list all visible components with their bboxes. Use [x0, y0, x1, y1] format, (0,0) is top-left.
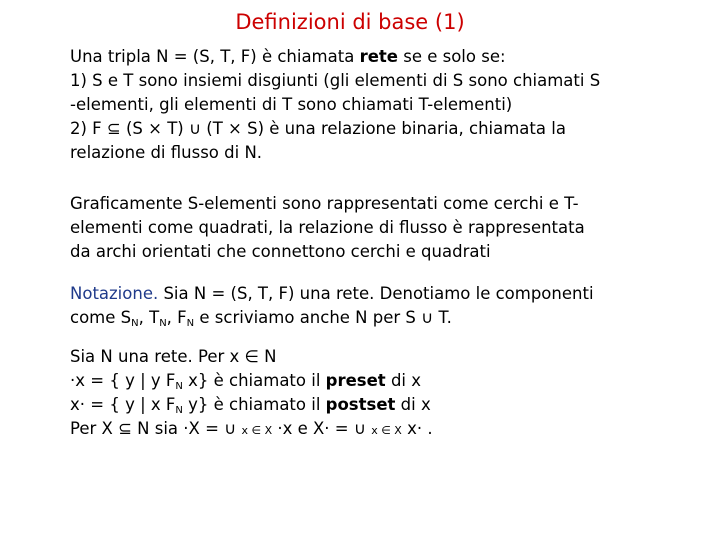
postset-line	[70, 393, 680, 417]
graphics-line-2: elementi come quadrati, la relazione di flusso è rappresentata	[70, 218, 585, 237]
postset-line-c: di x	[395, 395, 431, 414]
notation-line-1-rest: Sia N = (S, T, F) una rete. Denotiamo le componenti	[158, 284, 594, 303]
definition-line-5: relazione di flusso di N.	[70, 143, 263, 162]
subscript-n-s: N	[131, 318, 139, 329]
subscript-n-f: N	[186, 318, 195, 329]
notation-line-2-c: , F	[166, 308, 187, 327]
subscript-n-preset: N	[175, 381, 183, 392]
notation-line-1	[70, 282, 680, 306]
definition-line-1	[70, 45, 680, 69]
notation-line-2-d: e scriviamo anche N per S ∪ T.	[194, 308, 452, 327]
definition-line-2: 1) S e T sono insiemi disgiunti (gli elementi di S sono chiamati S	[70, 71, 601, 90]
notation-line-2-b: , T	[138, 308, 160, 327]
set-extension-line	[70, 417, 680, 441]
notation-block	[70, 282, 680, 330]
set-extension-c: x· .	[401, 419, 433, 438]
preset-line-a: ·x = { y | y F	[70, 371, 176, 390]
definition-block	[70, 45, 680, 165]
definition-line-3: -elementi, gli elementi di T sono chiamati T-elementi)	[70, 95, 513, 114]
definition-line-4: 2) F ⊆ (S × T) ∪ (T × S) è una relazione binaria, chiamata la	[70, 119, 566, 138]
postset-line-a: x· = { y | x F	[70, 395, 176, 414]
term-rete: rete	[359, 47, 398, 66]
graphics-block	[70, 192, 680, 264]
term-preset: preset	[325, 371, 386, 390]
slide-title: Definizioni di base (1)	[235, 10, 465, 34]
union-index-2: x ∈ X	[371, 424, 402, 437]
graphics-line-1: Graficamente S-elementi sono rappresentati come cerchi e T-	[70, 194, 579, 213]
set-extension-b: ·x e X· = ∪	[272, 419, 372, 438]
set-extension-a: Per X ⊆ N sia ·X = ∪	[70, 419, 242, 438]
preset-line-b: x} è chiamato il	[182, 371, 326, 390]
preset-line	[70, 369, 680, 393]
term-postset: postset	[325, 395, 396, 414]
graphics-line-3: da archi orientati che connettono cerchi e quadrati	[70, 242, 491, 261]
preset-line-c: di x	[385, 371, 422, 390]
subscript-n-t: N	[159, 318, 167, 329]
notation-line-2	[70, 306, 680, 330]
notation-label: Notazione.	[70, 284, 159, 303]
definition-line-1-pre: Una tripla N = (S, T, F) è chiamata	[70, 47, 360, 66]
definition-line-1-post: se e solo se:	[397, 47, 506, 66]
postset-line-b: y} è chiamato il	[182, 395, 326, 414]
subscript-n-postset: N	[175, 405, 183, 416]
preset-intro-line: Sia N una rete. Per x ∈ N	[70, 347, 277, 366]
preset-postset-block	[70, 345, 680, 441]
notation-line-2-a: come S	[70, 308, 132, 327]
union-index-1: x ∈ X	[241, 424, 273, 437]
